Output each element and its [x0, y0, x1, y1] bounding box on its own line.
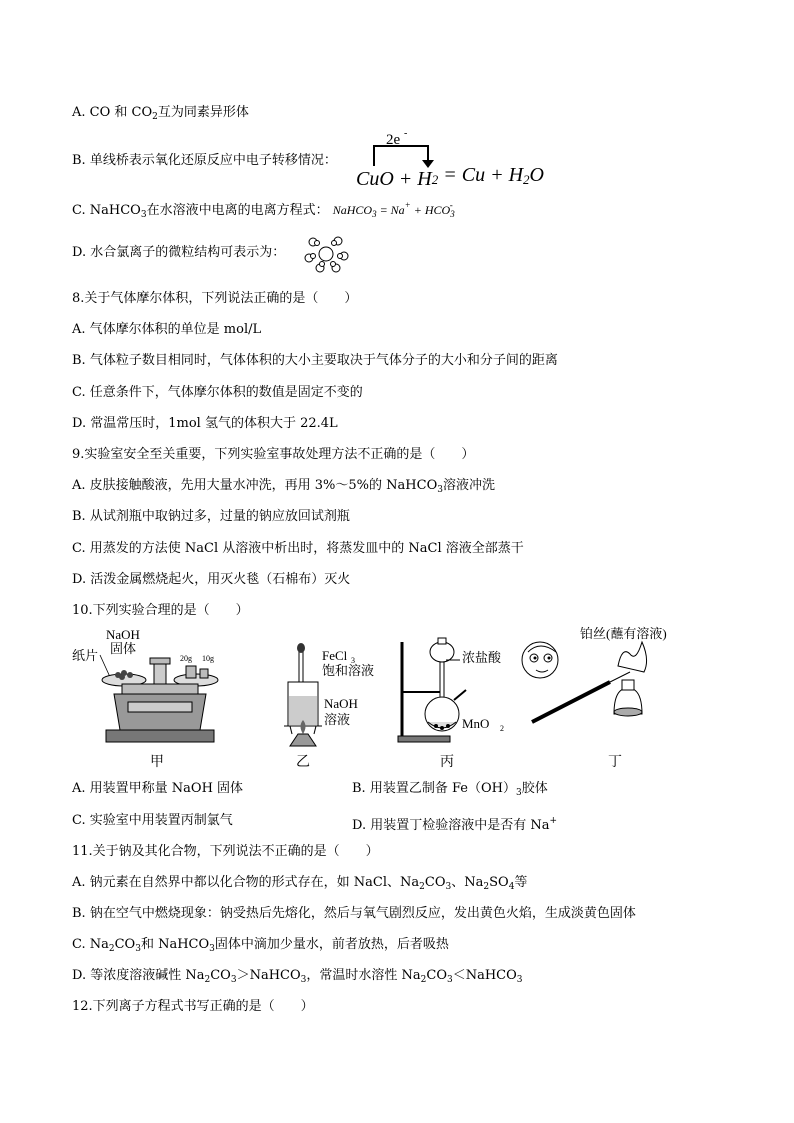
- q9-option-a: A. 皮肤接触酸液，先用大量水冲洗，再用 3%～5%的 NaHCO$_3$溶液冲洗: [72, 478, 495, 495]
- svg-text:2: 2: [500, 724, 504, 733]
- q7-option-d: D. 水合氯离子的微粒结构可表示为：: [72, 245, 286, 260]
- fig-bosi: 铂丝(蘸有溶液): [580, 626, 667, 641]
- fig-baohe: 饱和溶液: [322, 663, 375, 678]
- eq-left: CuO + H: [356, 168, 432, 190]
- fig-w10: 10g: [202, 654, 214, 663]
- transfer-minus: -: [404, 128, 408, 139]
- fig-rongye: 溶液: [324, 712, 351, 727]
- fig-fecl3: FeCl: [322, 648, 348, 663]
- q8-option-d: D. 常温常压时，1mol 氢气的体积大于 22.4L: [72, 416, 338, 431]
- q8-stem: 8.关于气体摩尔体积，下列说法正确的是（ ）: [72, 291, 358, 306]
- q9-option-c: C. 用蒸发的方法使 NaCl 从溶液中析出时，将蒸发皿中的 NaCl 溶液全部蒸干: [72, 541, 524, 556]
- q11-option-a: A. 钠元素在自然界中都以化合物的形式存在，如 NaCl、$Na_2CO_3$、$Na_2SO_4$等: [72, 875, 528, 892]
- q10-stem: 10.下列实验合理的是（ ）: [72, 603, 249, 618]
- transfer-arrow-line: [374, 146, 428, 166]
- fig-label-jia: 甲: [150, 755, 164, 770]
- hydrated-chloride-icon: [300, 234, 352, 274]
- q9-stem: 9.实验室安全至关重要，下列实验室事故处理方法不正确的是（ ）: [72, 447, 475, 462]
- q8-option-c: C. 任意条件下，气体摩尔体积的数值是固定不变的: [72, 385, 363, 400]
- q11-stem: 11.关于钠及其化合物，下列说法不正确的是（ ）: [72, 844, 379, 859]
- q10-option-c: C. 实验室中用装置丙制氯气: [72, 813, 233, 828]
- fig-label-ding: 丁: [608, 755, 622, 770]
- chlorine-apparatus: [398, 638, 504, 770]
- fig-zhipian-label: 纸片: [72, 648, 99, 663]
- fig-w20: 20g: [180, 654, 192, 663]
- q9-option-b: B. 从试剂瓶中取钠过多，过量的钠应放回试剂瓶: [72, 509, 350, 524]
- flame-test-apparatus: [522, 626, 667, 770]
- fig-label-bing: 丙: [440, 755, 454, 770]
- q9-option-d: D. 活泼金属燃烧起火，用灭火毯（石棉布）灭火: [72, 572, 351, 587]
- svg-text:3: 3: [351, 656, 355, 665]
- q11-option-d: D. 等浓度溶液碱性 $Na_2CO_3>NaHCO_3$，常温时水溶性 $Na_2CO_3<NaHCO_3$: [72, 968, 523, 985]
- redox-equation: $_2 = Cu + H_2O$: [431, 164, 544, 187]
- q8-option-b: B. 气体粒子数目相同时，气体体积的大小主要取决于气体分子的大小和分子间的距离: [72, 353, 558, 368]
- q11-option-b: B. 钠在空气中燃烧现象：钠受热后先熔化，然后与氧气剧烈反应，发出黄色火焰，生成淡黄色固体: [72, 906, 636, 921]
- q10-option-b: B. 用装置乙制备 $Fe(OH)_3$胶体: [352, 781, 548, 798]
- q7-option-c: C. NaHCO$_3$在水溶液中电离的电离方程式： NaHCO$_3$ = $Na^+ + HCO_3^-$: [72, 200, 455, 220]
- fig-mno2: MnO: [462, 716, 490, 731]
- q7-option-b: B. 单线桥表示氧化还原反应中电子转移情况：: [72, 153, 337, 168]
- fig-nongyansuan: 浓盐酸: [462, 650, 502, 665]
- q10-option-d: D. 用装置丁检验溶液中是否有 Na+: [352, 816, 558, 833]
- q11-option-c: C. $Na_2CO_3$和 NaHCO$_3$固体中滴加少量水，前者放热，后者吸热: [72, 937, 449, 954]
- q10-option-a: A. 用装置甲称量 NaOH 固体: [72, 781, 244, 796]
- fig-label-yi: 乙: [296, 755, 310, 770]
- q7-option-a: A. CO 和 $CO_2$互为同素异形体: [72, 105, 249, 122]
- fe-oh-apparatus: [284, 643, 374, 770]
- fig-guti-label: 固体: [110, 641, 137, 656]
- fig-naoh-label: NaOH: [106, 627, 140, 642]
- balance-apparatus: [72, 627, 218, 770]
- q12-stem: 12.下列离子方程式书写正确的是（ ）: [72, 999, 314, 1014]
- fig-naoh2: NaOH: [324, 696, 358, 711]
- q8-option-a: A. 气体摩尔体积的单位是 mol/L: [72, 322, 262, 337]
- experiment-figures: [70, 622, 710, 772]
- transfer-label: 2e: [386, 132, 401, 148]
